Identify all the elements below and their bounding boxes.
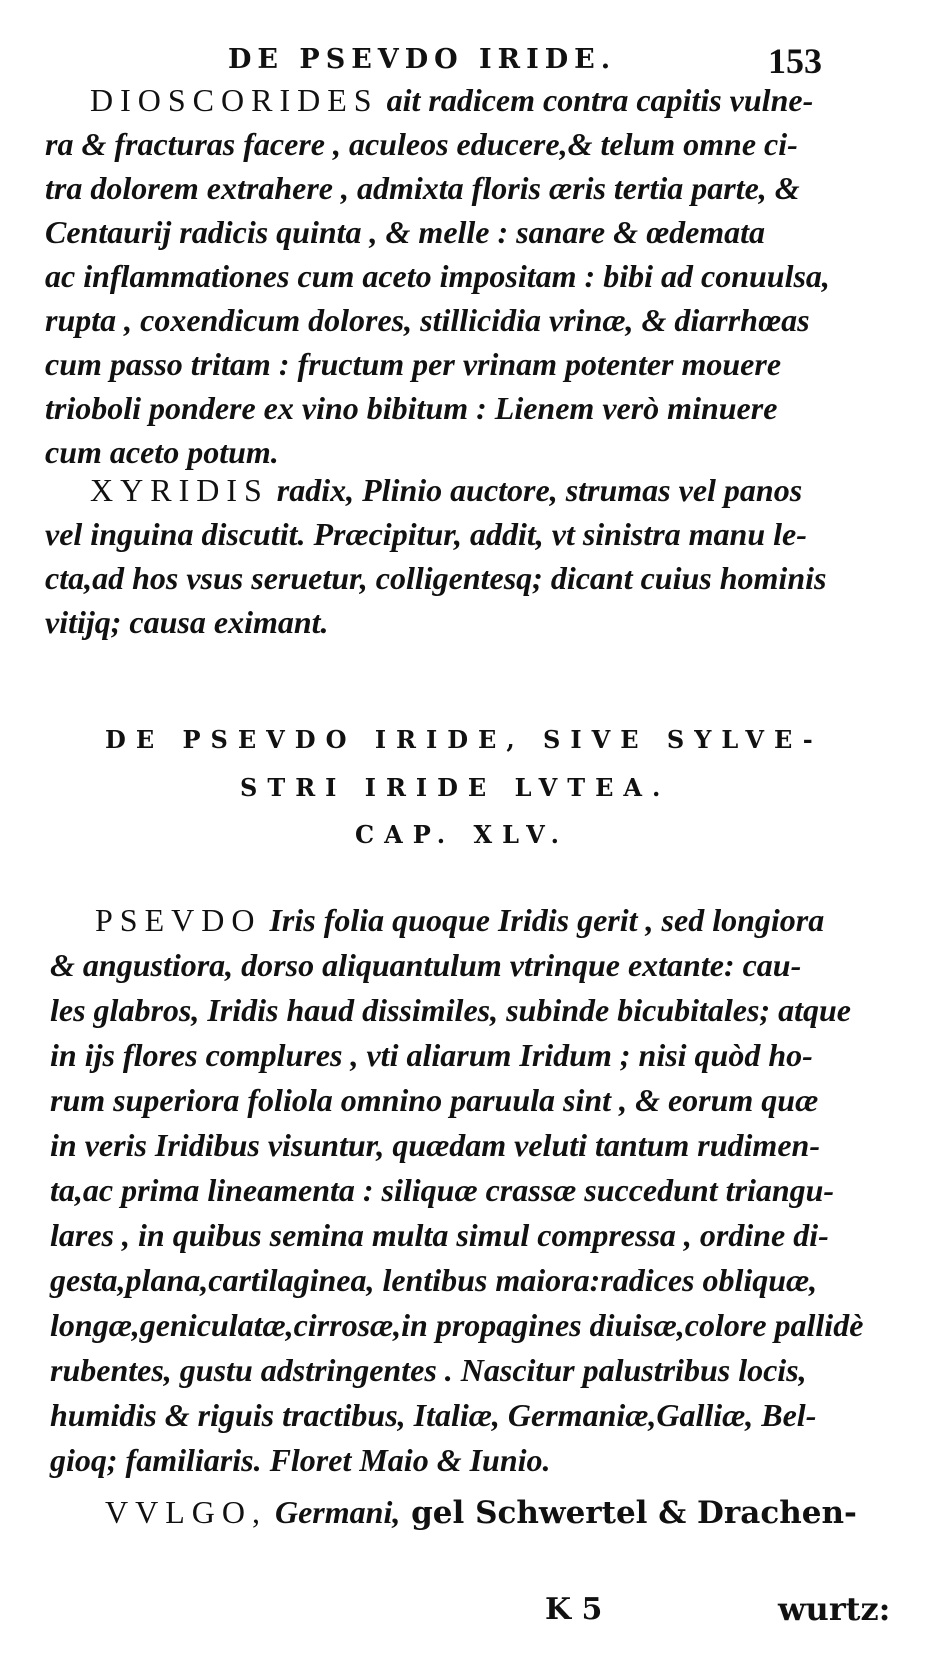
text-line: gesta,plana,cartilaginea, lentibus maiora:radices obliquæ, [50,1262,818,1298]
catchword: wurtz: [778,1590,891,1628]
text-line: DIOSCORIDES ait radicem contra capitis vulne- [90,82,814,118]
lead-word: DIOSCORIDES [90,82,379,118]
signature-mark: K 5 [545,1592,603,1627]
text-line: Centaurij radicis quinta , & melle : sanare & œdemata [45,214,766,250]
lead-word: PSEVDO [95,902,262,938]
chapter-heading-line: STRI IRIDE LVTEA. [240,773,671,802]
text-line: in veris Iridibus visuntur, quædam veluti tantum rudimen- [50,1127,820,1163]
german-blackletter-text: gel Schwertel & Drachen- [400,1495,857,1531]
text-line: trioboli pondere ex vino bibitum : Lienem verò minuere [45,390,778,426]
text-line: in ijs flores complures , vti aliarum Iridum ; nisi quòd ho- [50,1037,813,1073]
running-head-title: DE PSEVDO IRIDE. [228,44,617,75]
text-line: & angustiora, dorso aliquantulum vtrinque extante: cau- [50,947,802,983]
chapter-heading-line: DE PSEVDO IRIDE, SIVE SYLVE- [105,725,823,754]
text-line: humidis & riguis tractibus, Italiæ, Germaniæ,Galliæ, Bel- [50,1397,817,1433]
text-line: XYRIDIS radix, Plinio auctore, strumas vel panos [90,472,803,508]
text-line: cum aceto potum. [45,434,279,470]
text-line: cum passo tritam : fructum per vrinam potenter mouere [45,346,782,382]
lead-word: VVLGO, [105,1494,267,1530]
text-line: vel inguina discutit. Præcipitur, addit, vt sinistra manu le- [45,516,807,552]
text-line: cta,ad hos vsus seruetur, colligentesq; dicant cuius hominis [45,560,827,596]
text-line: ra & fracturas facere , aculeos educere,& telum omne ci- [45,126,798,162]
text-line: vitijq; causa eximant. [45,604,329,640]
text-line: rubentes, gustu adstringentes . Nascitur palustribus locis, [50,1352,807,1388]
chapter-number: CAP. XLV. [355,820,569,849]
text-line: ac inflammationes cum aceto impositam : bibi ad conuulsa, [45,258,830,294]
text-line: rupta , coxendicum dolores, stillicidia vrinæ, & diarrhœas [45,302,810,338]
text-line: longæ,geniculatæ,cirrosæ,in propagines diuisæ,colore pallidè [50,1307,864,1343]
text-line: PSEVDO Iris folia quoque Iridis gerit , sed longiora [95,902,825,938]
lead-word: XYRIDIS [90,472,269,508]
text-line: les glabros, Iridis haud dissimiles, subinde bicubitales; atque [50,992,851,1028]
text-line: rum superiora foliola omnino paruula sint , & eorum quæ [50,1082,819,1118]
text-line: ta,ac prima lineamenta : siliquæ crassæ succedunt triangu- [50,1172,835,1208]
text-line: lares , in quibus semina multa simul compressa , ordine di- [50,1217,829,1253]
text-line: VVLGO, Germani, gel Schwertel & Drachen- [105,1494,857,1531]
page-number: 153 [768,41,822,81]
text-line: tra dolorem extrahere , admixta floris æris tertia parte, & [45,170,800,206]
running-head [0,40,930,80]
text-line: gioq; familiaris. Floret Maio & Iunio. [50,1442,551,1478]
